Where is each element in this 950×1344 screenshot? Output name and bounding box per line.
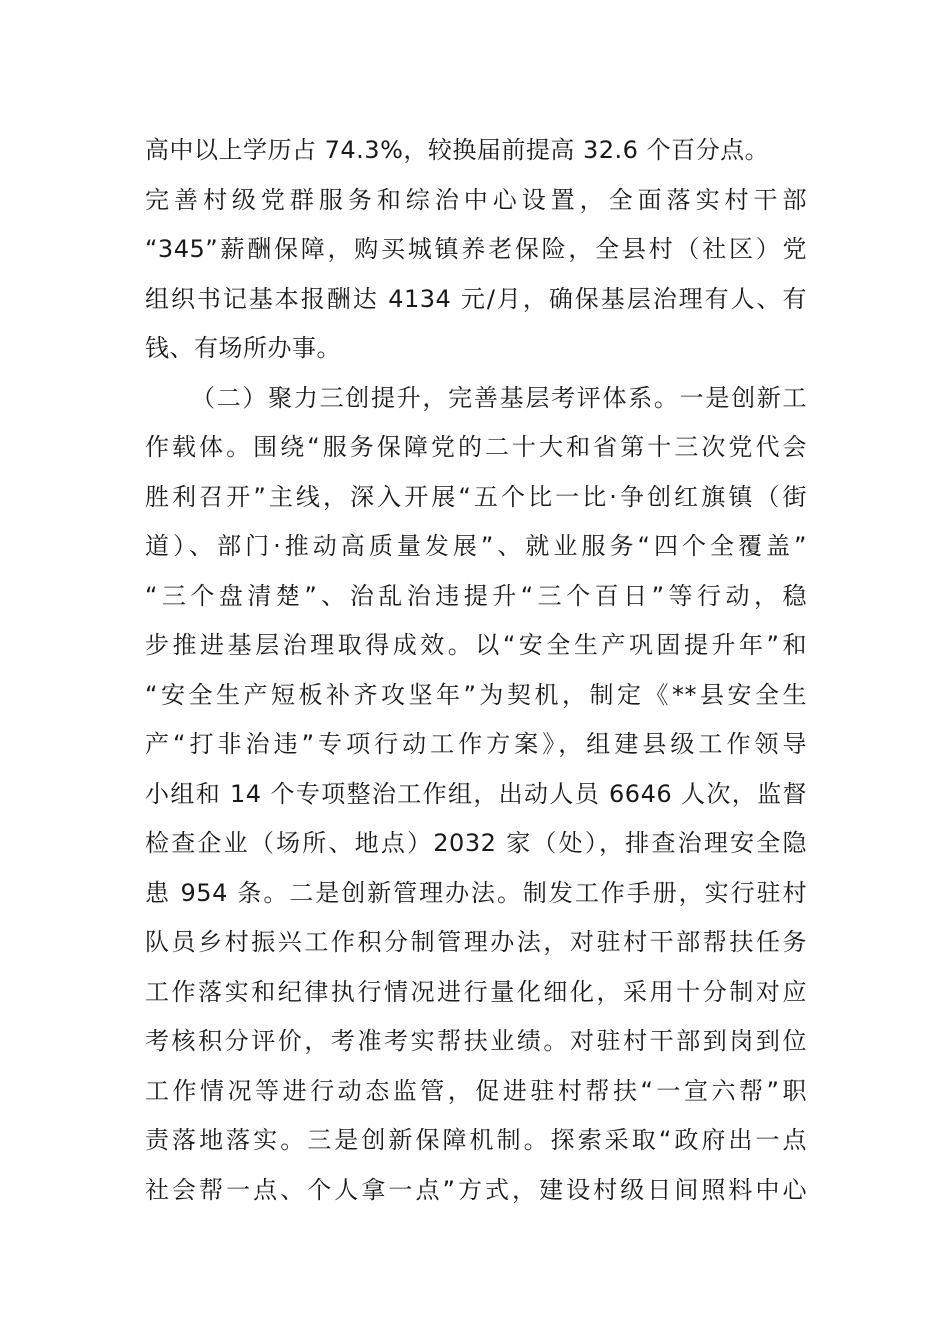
text-line: 小组和 14 个专项整治工作组，出动人员 6646 人次，监督 (145, 779, 807, 808)
text-line: 产“打非治违”专项行动工作方案》，组建县级工作领导 (145, 730, 807, 758)
text-line: 胜利召开”主线，深入开展“五个比一比·争创红旗镇（街 (145, 482, 807, 511)
text-line: 责落地落实。三是创新保障机制。探索采取“政府出一点 (145, 1126, 807, 1154)
section-heading-line: （二）聚力三创提升，完善基层考评体系。一是创新工 (191, 383, 807, 412)
text-line: 队员乡村振兴工作积分制管理办法，对驻村干部帮扶任务 (145, 928, 807, 956)
text-line: 检查企业（场所、地点）2032 家（处），排查治理安全隐 (145, 829, 807, 857)
text-line: 考核积分评价，考准考实帮扶业绩。对驻村干部到岗到位 (145, 1027, 807, 1055)
body-text (145, 126, 807, 1215)
text-line: 高中以上学历占 74.3%，较换届前提高 32.6 个百分点。 (145, 136, 770, 164)
text-line: 工作情况等进行动态监管，促进驻村帮扶“一宣六帮”职 (145, 1076, 807, 1105)
text-line: 工作落实和纪律执行情况进行量化细化，采用十分制对应 (145, 977, 807, 1006)
text-line: 作载体。围绕“服务保障党的二十大和省第十三次党代会 (145, 433, 807, 461)
text-line: 组织书记基本报酬达 4134 元/月，确保基层治理有人、有 (145, 284, 807, 313)
text-line: 钱、有场所办事。 (145, 334, 341, 362)
text-line: “三个盘清楚”、治乱治违提升“三个百日”等行动，稳 (145, 581, 807, 610)
text-line: 社会帮一点、个人拿一点”方式，建设村级日间照料中心 (145, 1175, 807, 1204)
text-line: “345”薪酬保障，购买城镇养老保险，全县村（社区）党 (145, 235, 807, 263)
text-line: 患 954 条。二是创新管理办法。制发工作手册，实行驻村 (145, 878, 807, 907)
text-line: 道）、部门·推动高质量发展”、就业服务“四个全覆盖” (145, 532, 807, 560)
text-line: “安全生产短板补齐攻坚年”为契机，制定《**县安全生 (145, 680, 807, 709)
text-line: 完善村级党群服务和综治中心设置，全面落实村干部 (145, 185, 807, 214)
text-line: 步推进基层治理取得成效。以“安全生产巩固提升年”和 (145, 631, 807, 659)
